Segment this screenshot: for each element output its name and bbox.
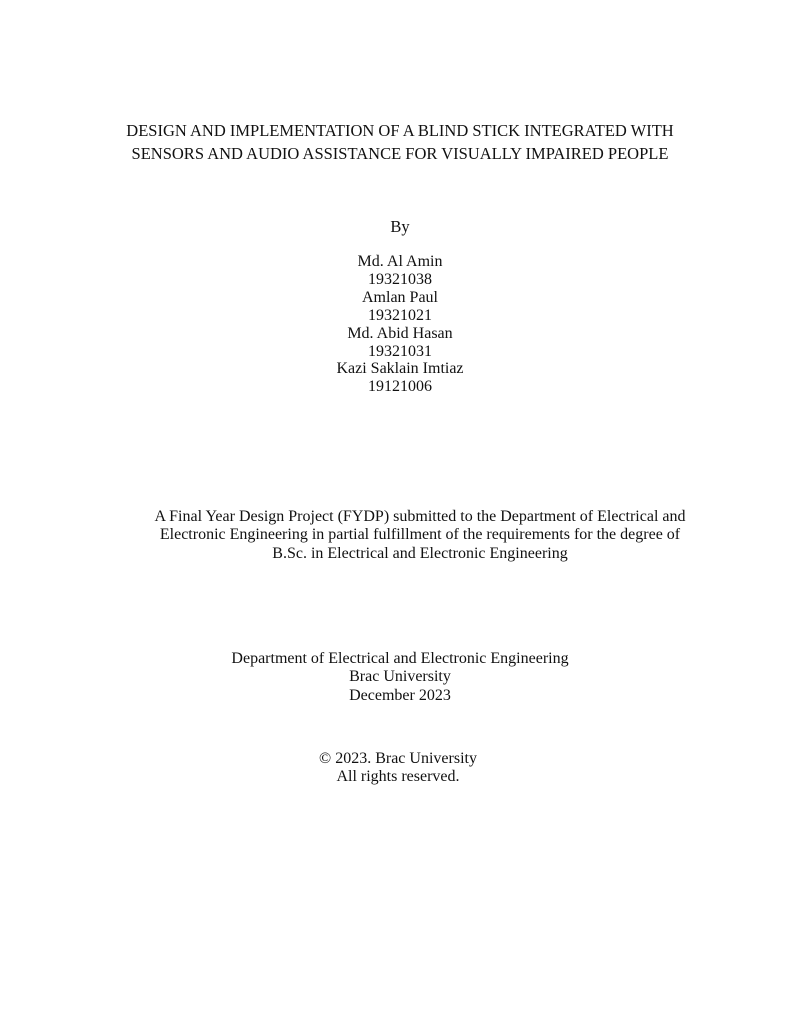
author-name: Md. Abid Hasan <box>347 324 453 342</box>
author-name: Md. Al Amin <box>357 253 443 270</box>
copyright-block <box>0 750 798 787</box>
title-line-2: SENSORS AND AUDIO ASSISTANCE FOR VISUALLY IMPAIRED PEOPLE <box>131 144 669 163</box>
submission-statement <box>20 508 800 563</box>
submission-line-3: B.Sc. in Electrical and Electronic Engineering <box>272 544 568 562</box>
thesis-title <box>0 119 800 165</box>
author-name: Amlan Paul <box>362 288 438 306</box>
author-id: 19121006 <box>368 378 432 396</box>
rights-reserved: All rights reserved. <box>336 768 460 786</box>
institution-block <box>0 650 800 705</box>
department-name: Department of Electrical and Electronic Engineering <box>231 650 569 667</box>
submission-line-1: A Final Year Design Project (FYDP) submitted to the Department of Electrical and <box>154 508 686 525</box>
submission-line-2: Electronic Engineering in partial fulfillment of the requirements for the degree of <box>159 526 681 544</box>
author-id: 19321031 <box>368 342 432 360</box>
author-list <box>0 253 800 396</box>
by-label: By <box>390 217 410 236</box>
title-line-1: DESIGN AND IMPLEMENTATION OF A BLIND STICK INTEGRATED WITH <box>126 121 674 140</box>
author-id: 19321038 <box>368 270 432 288</box>
author-name: Kazi Saklain Imtiaz <box>336 360 464 378</box>
author-id: 19321021 <box>368 306 432 324</box>
submission-date: December 2023 <box>349 686 451 704</box>
university-name: Brac University <box>349 668 451 686</box>
copyright-notice: © 2023. Brac University <box>319 750 477 767</box>
